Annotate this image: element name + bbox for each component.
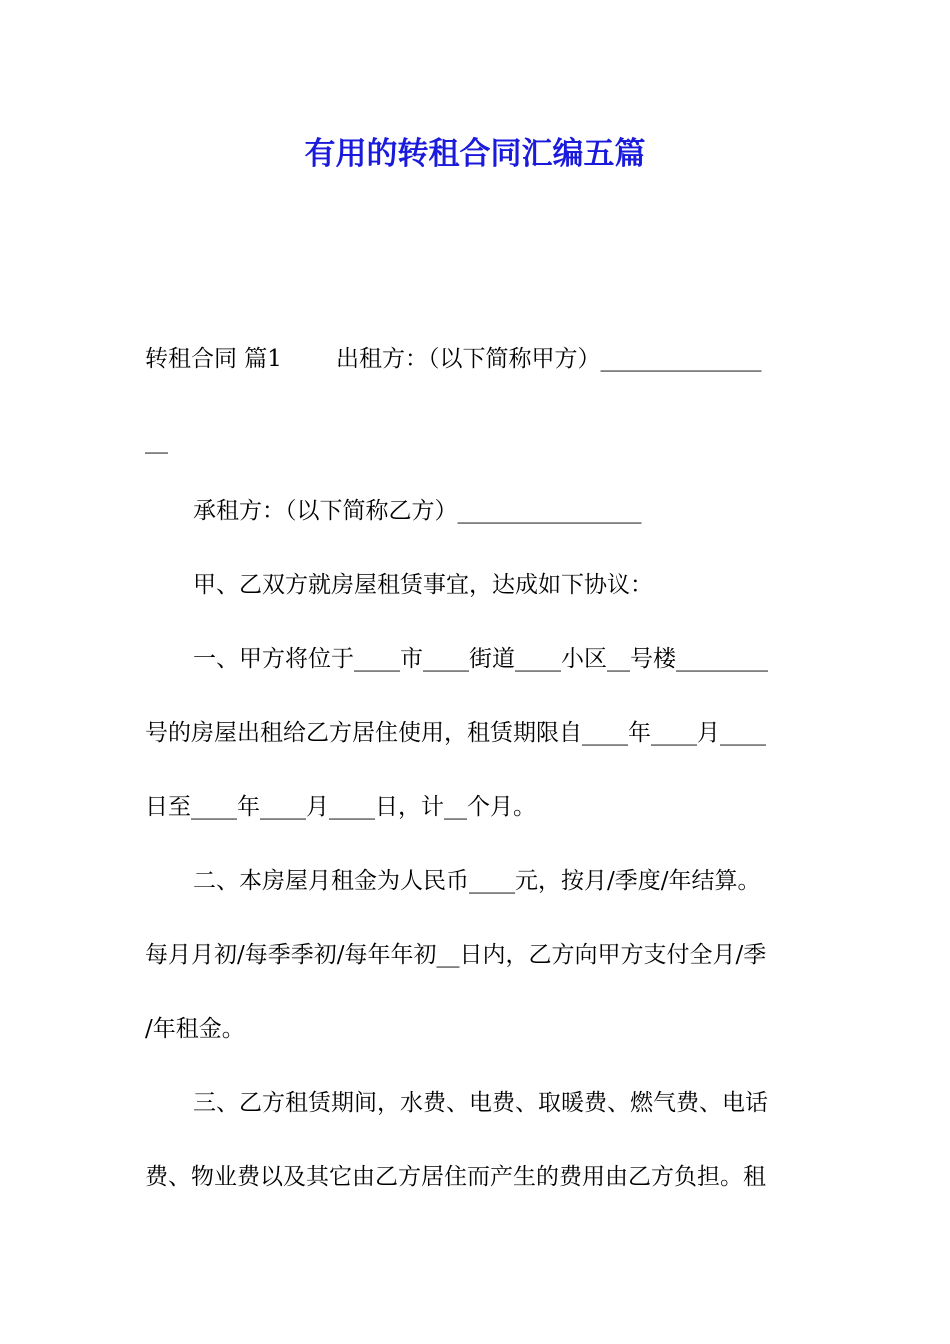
paragraph-1-line-1 — [145, 342, 815, 376]
document-title: 有用的转租合同汇编五篇 — [304, 136, 646, 172]
clause-2-line-1: 二、本房屋月租金为人民币____元，按月/季度/年结算。 — [193, 868, 761, 894]
clause-3-line-1: 三、乙方租赁期间，水费、电费、取暖费、燃气费、电话 — [193, 1090, 768, 1116]
clause-2-line-2: 每月月初/每季季初/每年年初__日内，乙方向甲方支付全月/季 — [145, 942, 767, 968]
lessor-field: 出租方：（以下简称甲方）______________ — [335, 346, 762, 372]
clause-1-line-3: 日至____年____月____日，计__个月。 — [145, 794, 536, 820]
agreement-intro: 甲、乙双方就房屋租赁事宜，达成如下协议： — [193, 572, 653, 598]
clause-1-line-2: 号的房屋出租给乙方居住使用，租赁期限自____年____月____ — [145, 720, 766, 746]
paragraph-1-line-2: __ — [145, 428, 168, 454]
clause-3-line-2: 费、物业费以及其它由乙方居住而产生的费用由乙方负担。租 — [145, 1164, 766, 1190]
section-heading: 转租合同 篇1 — [145, 346, 282, 372]
clause-1-line-1: 一、甲方将位于____市____街道____小区__号楼________ — [193, 646, 768, 672]
clause-2-line-3: /年租金。 — [145, 1016, 245, 1042]
lessee-field: 承租方：（以下简称乙方）________________ — [193, 498, 642, 524]
